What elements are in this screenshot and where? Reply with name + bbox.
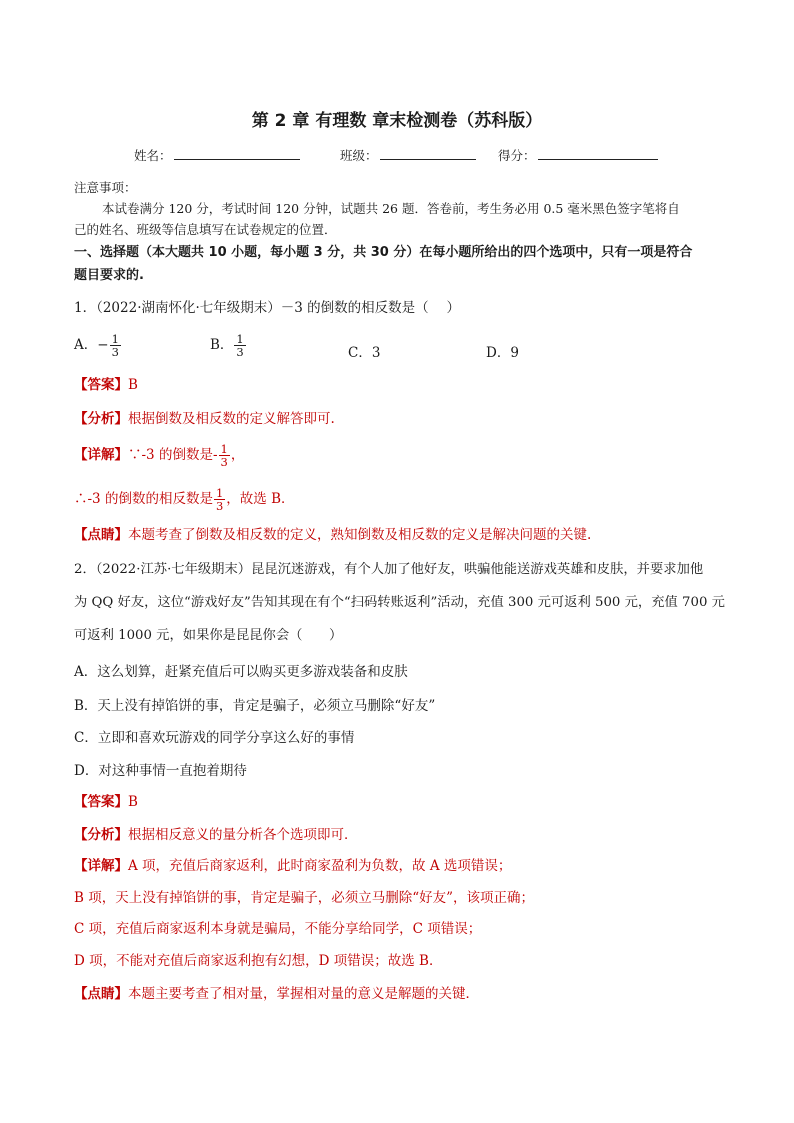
analysis-tag: 【分析】 [74,827,128,843]
question-2-stem-line-1: 2．（2022·江苏·七年级期末）昆昆沉迷游戏，有个人加了他好友，哄骗他能送游戏英雄和皮肤，并要求加他 [74,562,704,577]
comment-tag: 【点睛】 [74,527,128,543]
score-field [498,146,658,165]
q2-option-c: C．立即和喜欢玩游戏的同学分享这么好的事情 [74,730,355,746]
class-blank [380,146,476,160]
q2-detail-1: 【详解】A 项，充值后商家返利，此时商家盈利为负数，故 A 选项错误； [74,858,512,874]
score-label: 得分： [498,148,536,163]
q2-comment: 【点睛】本题主要考查了相对量，掌握相对量的意义是解题的关键． [74,986,479,1002]
notice-heading: 注意事项： [74,180,137,195]
name-label: 姓名： [134,148,172,163]
notice-line-2: 己的姓名、班级等信息填写在试卷规定的位置． [74,222,337,237]
fraction: $\frac{1}{3}$ [236,332,244,359]
q2-detail-2: B 项，天上没有掉馅饼的事，肯定是骗子，必须立马删除“好友”，该项正确； [74,890,535,906]
name-blank [174,146,300,160]
q1-option-a: A．− $\frac{1}{3}$ [74,332,119,359]
comment-tag: 【点睛】 [74,986,128,1002]
q2-detail-4: D 项，不能对充值后商家返利抱有幻想，D 项错误；故选 B． [74,953,443,969]
notice-line-1: 本试卷满分 120 分，考试时间 120 分钟，试题共 26 题．答卷前，考生务必用 0.5 毫米黑色签字笔将自 [102,201,680,216]
name-field [134,146,300,165]
q2-detail-3: C 项，充值后商家返利本身就是骗局，不能分享给同学，C 项错误； [74,921,482,937]
q2-option-a: A．这么划算，赶紧充值后可以购买更多游戏装备和皮肤 [74,664,408,680]
analysis-tag: 【分析】 [74,411,128,427]
q1-analysis: 【分析】根据倒数及相反数的定义解答即可. [74,411,335,427]
page-title: 第 2 章 有理数 章末检测卷（苏科版） [251,111,543,131]
fraction: $\frac{1}{3}$ [111,332,119,359]
q2-option-b: B．天上没有掉馅饼的事，肯定是骗子，必须立马删除“好友” [74,698,436,714]
fraction: $\frac{1}{3}$ [220,442,228,469]
section-heading-line-1: 一、选择题（本大题共 10 小题，每小题 3 分，共 30 分）在每小题所给出的四个选项中，只有一项是符合 [74,245,693,260]
q2-answer: 【答案】B [74,794,138,810]
question-2-stem-line-3: 可返利 1000 元，如果你是昆昆你会（ ） [74,628,343,643]
q1-option-c: C．3 [348,345,381,361]
fraction: $\frac{1}{3}$ [215,486,224,513]
q1-option-d: D．9 [486,345,519,361]
class-field [340,146,476,165]
question-2-stem-line-2: 为 QQ 好友，这位“游戏好友”告知其现在有个“扫码转账返利”活动，充值 300 元可返利 500 元，充值 700 元 [74,595,725,610]
q2-analysis: 【分析】根据相反意义的量分析各个选项即可． [74,827,358,843]
q1-answer: 【答案】B [74,377,138,393]
class-label: 班级： [340,148,378,163]
q1-option-b: B． $\frac{1}{3}$ [210,332,244,359]
q2-option-d: D．对这种事情一直抱着期待 [74,763,247,779]
answer-tag: 【答案】 [74,794,128,810]
detail-tag: 【详解】 [74,447,128,463]
q1-detail-1: 【详解】∵-3 的倒数是- $\frac{1}{3}$ ， [74,442,245,469]
answer-tag: 【答案】 [74,377,128,393]
question-1-stem: 1．（2022·湖南怀化·七年级期末）－3 的倒数的相反数是（ ） [74,300,460,316]
q1-detail-2: ∴-3 的倒数的相反数是 $\frac{1}{3}$ ，故选 B． [74,486,295,513]
q1-comment: 【点睛】本题考查了倒数及相反数的定义，熟知倒数及相反数的定义是解决问题的关键. [74,527,592,543]
detail-tag: 【详解】 [74,858,128,874]
section-heading-line-2: 题目要求的. [74,268,144,283]
score-blank [538,146,658,160]
